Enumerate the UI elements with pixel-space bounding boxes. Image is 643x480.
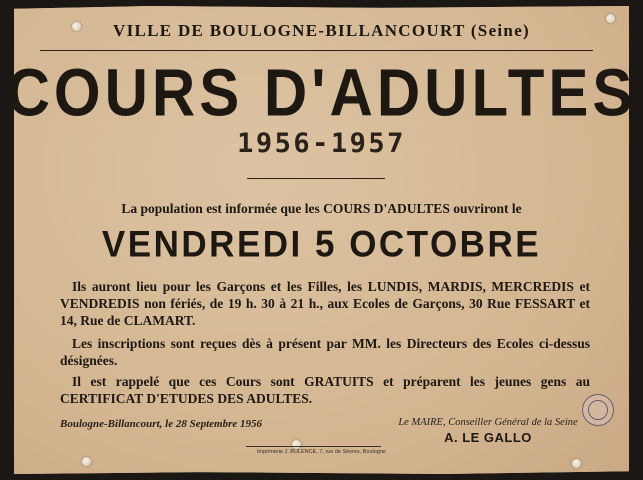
registration-paragraph xyxy=(60,335,590,369)
poster-title: COURS D'ADULTES xyxy=(6,55,637,131)
pin-bottom-middle xyxy=(292,440,301,449)
top-rule xyxy=(40,50,593,51)
schedule-text: Ils auront lieu pour les Garçons et les Filles, les LUNDIS, MARDIS, MERCREDIS et VENDREDIS non fériés, de 19 h. 30 à 21 h., aux Ecoles de Garçons, 30 Rue FESSART et 14, Rue de CLAMART. xyxy=(60,279,590,328)
opening-date: VENDREDI 5 OCTOBRE xyxy=(101,224,542,265)
printer-credit: Imprimerie J. BULENCE, 7, rue de Sèvres, Boulogne xyxy=(256,449,386,455)
archive-stamp-icon xyxy=(582,394,614,426)
intro-text: La population est informée que les COURS D'ADULTES ouvriront le xyxy=(121,201,522,216)
mayor-name: A. LE GALLO xyxy=(444,430,532,445)
school-years: 1956-1957 xyxy=(237,128,406,159)
pin-bottom-right xyxy=(572,459,581,468)
schedule-paragraph xyxy=(60,278,590,329)
middle-rule xyxy=(247,178,385,179)
registration-text: Les inscriptions sont reçues dès à présent par MM. les Directeurs des Ecoles ci-dessus désignées. xyxy=(60,336,590,368)
mayor-title: Le MAIRE, Conseiller Général de la Seine xyxy=(398,417,578,428)
place-and-date: Boulogne-Billancourt, le 28 Septembre 1956 xyxy=(60,418,262,430)
pin-bottom-left xyxy=(82,457,91,466)
city-heading: VILLE DE BOULOGNE-BILLANCOURT (Seine) xyxy=(113,21,530,40)
free-courses-text: Il est rappelé que ces Cours sont GRATUITS et préparent les jeunes gens au CERTIFICAT D'ETUDES DES ADULTES. xyxy=(60,374,590,406)
bottom-rule xyxy=(246,446,381,447)
free-courses-paragraph xyxy=(60,373,590,407)
